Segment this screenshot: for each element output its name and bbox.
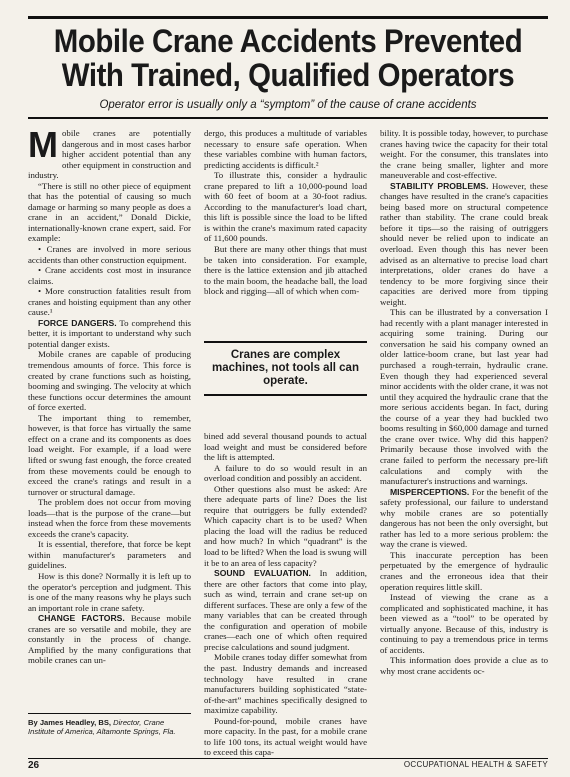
paragraph: bility. It is possible today, however, to purchase cranes having twice the capacity for their total weight. For the consumer, this translates into the crane being smaller, lighter and more maneuverable and cost-effective.	[380, 128, 548, 181]
paragraph	[28, 318, 191, 350]
section-heading: MISPERCEPTIONS.	[390, 486, 470, 497]
column-2-top	[204, 128, 367, 297]
paragraph: Other questions also must be asked: Are there adequate parts of line? Does the list require that outriggers be fully extended? Which capacity chart is to be used? When placing the load will the radius be reduced and how much? In which “quadrant” is the load to be lifted? When the load is swung will it be to an area of less capacity?	[204, 483, 367, 568]
author-name: By James Headley, BS,	[28, 718, 112, 727]
title-line-1: Mobile Crane Accidents Prevented	[53, 23, 523, 59]
paragraph: This can be illustrated by a conversation I had recently with a plant manager interested in acquiring some training. During our conversation he said his company owned an older lattice-boom crane, but last year had purchased a rough-terrain, hydraulic crane. Even though they had experienced several minor accidents with the older crane, it was not until they acquired the hydraulic crane that the more serious accidents began. In fact, during the course of a year they had buckled two booms resulting in $60,000 damage and turned the crane over twice. Why did this happen? Primarily because those involved with the crane failed to perform the necessary pre-lift calculations and comply with the manufacturer's instructions and warnings.	[380, 307, 548, 487]
paragraph: This inaccurate perception has been perpetuated by the emergence of hydraulic cranes and the erroneous idea that their operation requires little skill.	[380, 549, 548, 592]
paragraph: Pound-for-pound, mobile cranes have more capacity. In the past, for a mobile crane to life 100 tons, its actual weight would have to exceed this capa-	[204, 715, 367, 758]
bullet-item: • More construction fatalities result from cranes and hoisting equipment than any other cause.¹	[28, 286, 191, 318]
paragraph: It is essential, therefore, that force be kept within manufacturer's parameters and guidelines.	[28, 539, 191, 571]
paragraph: This information does provide a clue as to why most crane accidents oc-	[380, 655, 548, 676]
paragraph: Instead of viewing the crane as a complicated and sophisticated machine, it has been viewed as a “tool” to be operated by virtually anyone. Because of this, industry is continuing to pay a tremendous price in terms of accidents.	[380, 592, 548, 655]
top-rule	[28, 16, 548, 19]
paragraph: The important thing to remember, however, is that force has virtually the same effect on a crane and its components as does load weight. For example, if a load were lifted or swung fast enough, the force created from these movements could be enough to exceed the crane's ratings and result in a turnover or structural damage.	[28, 412, 191, 497]
paragraph: But there are many other things that must be taken into consideration. For example, there is the lattice extension and jib attached to the main boom, the headache ball, the load block and rigging—all of which when com-	[204, 244, 367, 297]
paragraph: Mobile cranes today differ somewhat from the past. Industry demands and increased technology have resulted in crane manufacturers building sophisticated “state-of-the-art” machines specifically designed to maximize capability.	[204, 652, 367, 716]
column-3	[380, 128, 548, 676]
paragraph-text: Because mobile cranes are so versatile and mobile, they are constantly in the process of change. Amplified by the many configurations that mobile cranes can un-	[28, 613, 191, 666]
paragraph: dergo, this produces a multitude of variables necessary to ensure safe operation. When these variables combine with human factors, predicting accidents is difficult.²	[204, 128, 367, 170]
paragraph: To illustrate this, consider a hydraulic crane prepared to lift a 10,000-pound load with 60 feet of boom at a 30-foot radius. According to the manufacturer's load chart, this lift is possible since the load to be lifted is within the crane's maximum rated capacity of 11,600 pounds.	[204, 170, 367, 244]
page-number: 26	[28, 760, 40, 771]
column-1	[28, 124, 191, 666]
intro-paragraph	[28, 124, 191, 181]
section-heading: SOUND EVALUATION.	[214, 568, 311, 579]
author-role: Director, Crane Institute of America, Altamonte Springs, Fla.	[28, 718, 176, 736]
paragraph-text: obile cranes are potentially dangerous and in most cases harbor higher accident potential than any other equipment in construction and industry.	[28, 128, 191, 181]
paragraph: How is this done? Normally it is left up to the operator's perception and judgment. This is one of the many reasons why he plays such an important role in crane safety.	[28, 570, 191, 613]
paragraph-text: In addition, there are other factors that come into play, such as wind, terrain and crane set-up on different surfaces. These are only a few of the many variables that can be created through the configuration and operation of mobile cranes—each one of which often required precise calculations and sound judgment.	[204, 568, 367, 652]
section-heading: STABILITY PROBLEMS.	[390, 180, 489, 191]
header-rule	[28, 117, 548, 119]
column-2-bottom	[204, 431, 367, 758]
paragraph: A failure to do so would result in an overload condition and possibly an accident.	[204, 462, 367, 484]
paragraph	[380, 181, 548, 308]
author-byline	[28, 713, 191, 736]
paragraph-text: However, these changes have resulted in the crane's capacities being based more on structural competence rather than stability. The crane could break before it tips—so the raising of outriggers should never be relied upon to indicate an overload. Even though this has never been advised as an alternative to precise load chart interpretations, older cranes do have a tendency to be more forgiving since their capacities are derived more from tipping weight.	[380, 180, 548, 307]
title-line-2: With Trained, Qualified Operators	[61, 57, 515, 93]
paragraph: “There is still no other piece of equipment that has the potential of causing so much damage or harming so many people as does a crane in an accident,” Donald Dickie, internationally-known crane expert, said. For example:	[28, 180, 191, 244]
drop-cap: M	[28, 124, 58, 165]
section-heading: CHANGE FACTORS.	[38, 613, 125, 624]
pull-quote: Cranes are complex machines, not tools all can operate.	[204, 341, 367, 396]
paragraph	[204, 568, 367, 652]
article-title	[49, 24, 527, 92]
bullet-item: • Cranes are involved in more serious accidents than other construction equipment.	[28, 244, 191, 265]
bullet-item: • Crane accidents cost most in insurance claims.	[28, 265, 191, 286]
paragraph-text: To comprehend this better, it is important to understand why such potential danger exists.	[28, 317, 191, 349]
paragraph-text: For the benefit of the safety professional, our failure to understand why mobile cranes are so potentially dangerous has not been the only oversight, but rather has led to a more serious problem: the way the crane is viewed.	[380, 486, 548, 550]
paragraph: bined add several thousand pounds to actual load weight and must be considered before the lift is attempted.	[204, 431, 367, 463]
footer-rule	[28, 758, 548, 759]
paragraph	[28, 613, 191, 666]
article-subtitle: Operator error is usually only a “symptom” of the cause of crane accidents	[99, 99, 477, 111]
paragraph	[380, 487, 548, 550]
magazine-page	[28, 16, 548, 771]
paragraph: The problem does not occur from moving loads—that is the purpose of the crane—but instead when the force from these movements exceeds the crane's capacity.	[28, 497, 191, 539]
paragraph: Mobile cranes are capable of producing tremendous amounts of force. This force is created by crane functions such as hoisting, booming and swinging. The velocity at which these functions occur determines the amount of force exerted.	[28, 349, 191, 413]
section-heading: FORCE DANGERS.	[38, 317, 117, 328]
publication-name: OCCUPATIONAL HEALTH & SAFETY	[403, 760, 548, 769]
